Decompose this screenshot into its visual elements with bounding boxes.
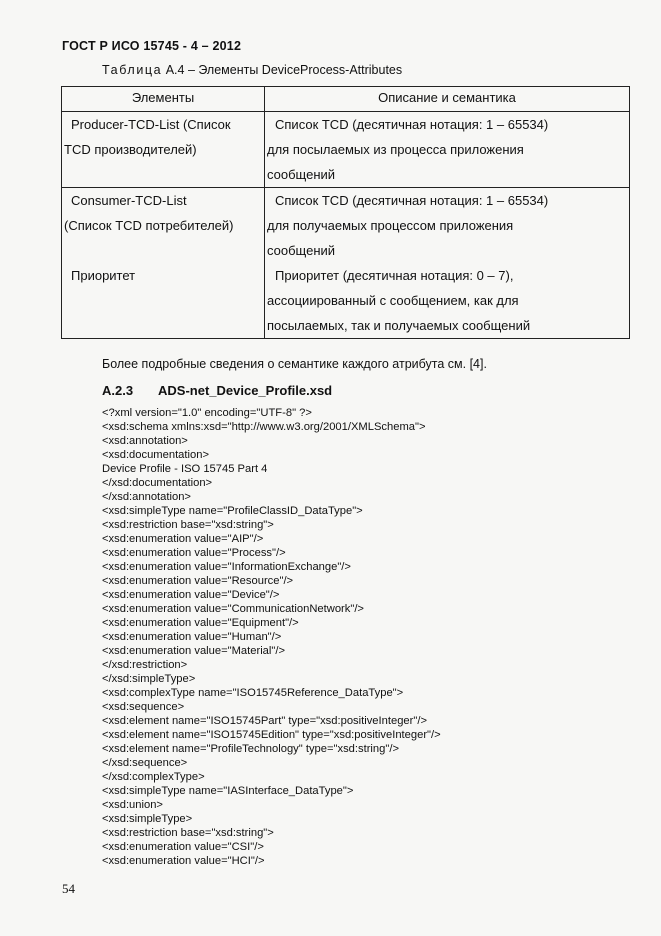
description-line: сообщений (267, 167, 336, 182)
code-line: <xsd:enumeration value="Material"/> (102, 645, 286, 657)
code-line: </xsd:annotation> (102, 491, 191, 503)
section-heading (102, 383, 332, 398)
code-line: <xsd:enumeration value="Device"/> (102, 589, 280, 601)
code-line: <xsd:annotation> (102, 435, 188, 447)
code-line: <xsd:sequence> (102, 701, 185, 713)
code-line: </xsd:sequence> (102, 757, 188, 769)
xsd-code-listing (102, 406, 441, 868)
table-caption-text: А.4 – Элементы DeviceProcess-Attributes (165, 63, 403, 77)
code-line: <xsd:enumeration value="AIP"/> (102, 533, 264, 545)
code-line: <xsd:simpleType> (102, 813, 193, 825)
description-line: ассоциированный с сообщением, как для (267, 293, 519, 308)
standard-header: ГОСТ Р ИСО 15745 - 4 – 2012 (62, 39, 242, 53)
code-line: <xsd:documentation> (102, 449, 209, 461)
description-line: Список TCD (десятичная нотация: 1 – 65534) (275, 117, 549, 132)
code-line: <?xml version="1.0" encoding="UTF-8" ?> (102, 407, 312, 419)
code-line: <xsd:enumeration value="CommunicationNetwork"/> (102, 603, 364, 615)
section-title: ADS-net_Device_Profile.xsd (158, 383, 333, 398)
element-line: TCD производителей) (64, 142, 197, 157)
table-row (62, 112, 630, 188)
table-caption (102, 63, 402, 77)
code-line: <xsd:union> (102, 799, 163, 811)
description-line: для посылаемых из процесса приложения (267, 142, 524, 157)
element-cell (62, 112, 265, 188)
code-line: <xsd:enumeration value="InformationExchange"/> (102, 561, 351, 573)
table-row (62, 263, 630, 339)
element-cell (62, 263, 265, 339)
element-line: (Список TCD потребителей) (64, 218, 234, 233)
code-line: </xsd:documentation> (102, 477, 213, 489)
code-line: <xsd:enumeration value="HCI"/> (102, 855, 265, 867)
code-line: </xsd:restriction> (102, 659, 188, 671)
semantics-note: Более подробные сведения о семантике каждого атрибута см. [4]. (102, 357, 487, 371)
column-header-description: Описание и семантика (265, 87, 630, 112)
description-cell (265, 263, 630, 339)
code-line: <xsd:complexType name="ISO15745Reference_DataType"> (102, 687, 404, 699)
description-cell (265, 112, 630, 188)
code-line: <xsd:simpleType name="IASInterface_DataType"> (102, 785, 354, 797)
description-line: Список TCD (десятичная нотация: 1 – 65534) (275, 193, 549, 208)
code-line: <xsd:restriction base="xsd:string"> (102, 827, 274, 839)
element-line: Приоритет (71, 268, 136, 283)
description-line: посылаемых, так и получаемых сообщений (267, 318, 531, 333)
table-row (62, 188, 630, 264)
code-line: <xsd:enumeration value="Human"/> (102, 631, 282, 643)
code-line: Device Profile - ISO 15745 Part 4 (102, 463, 268, 475)
attributes-table (61, 86, 630, 339)
table-header-row (62, 87, 630, 112)
description-line: Приоритет (десятичная нотация: 0 – 7), (275, 268, 514, 283)
table-caption-label: Таблица (102, 63, 163, 77)
code-line: <xsd:element name="ISO15745Edition" type="xsd:positiveInteger"/> (102, 729, 441, 741)
code-line: </xsd:complexType> (102, 771, 205, 783)
element-cell (62, 188, 265, 264)
code-line: </xsd:simpleType> (102, 673, 196, 685)
code-line: <xsd:enumeration value="Resource"/> (102, 575, 294, 587)
element-line: Producer-TCD-List (Список (71, 117, 231, 132)
code-line: <xsd:enumeration value="Equipment"/> (102, 617, 299, 629)
description-line: сообщений (267, 243, 336, 258)
code-line: <xsd:schema xmlns:xsd="http://www.w3.org/2001/XMLSchema"> (102, 421, 426, 433)
code-line: <xsd:element name="ISO15745Part" type="xsd:positiveInteger"/> (102, 715, 427, 727)
code-line: <xsd:restriction base="xsd:string"> (102, 519, 274, 531)
description-line: для получаемых процессом приложения (267, 218, 514, 233)
page-number: 54 (62, 881, 75, 896)
description-cell (265, 188, 630, 264)
section-number: А.2.3 (102, 383, 134, 398)
element-line: Consumer-TCD-List (71, 193, 187, 208)
column-header-elements: Элементы (62, 87, 265, 112)
code-line: <xsd:simpleType name="ProfileClassID_DataType"> (102, 505, 363, 517)
code-line: <xsd:enumeration value="CSI"/> (102, 841, 264, 853)
code-line: <xsd:enumeration value="Process"/> (102, 547, 286, 559)
code-line: <xsd:element name="ProfileTechnology" type="xsd:string"/> (102, 743, 399, 755)
